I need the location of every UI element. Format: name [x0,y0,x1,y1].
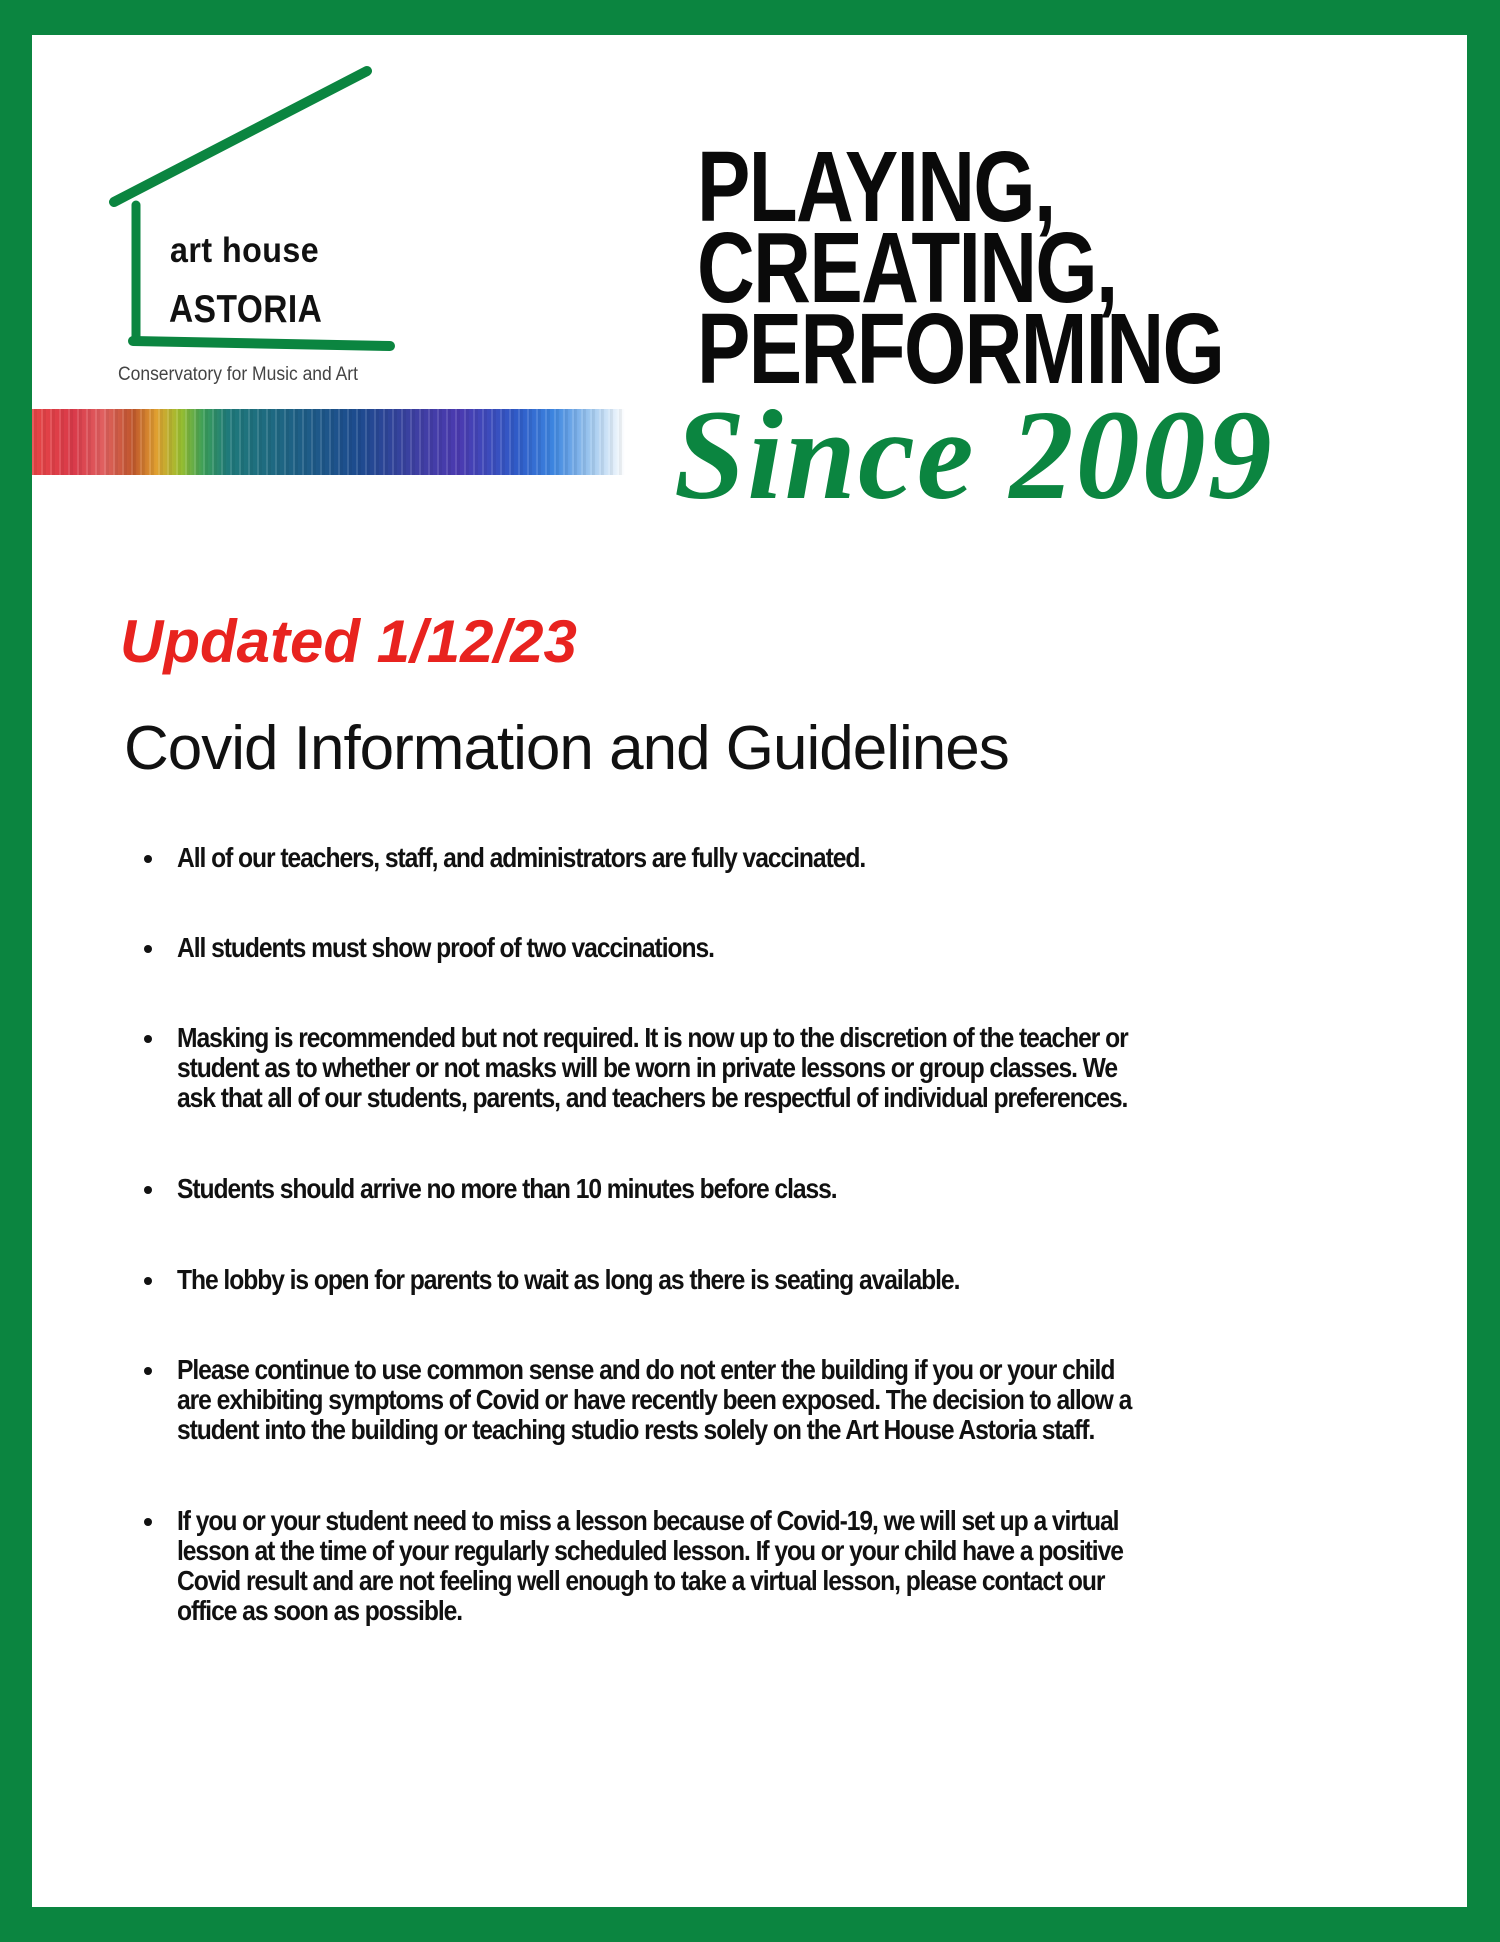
bullet-icon [144,1518,152,1526]
bullet-icon [144,1367,152,1375]
flyer-page [32,35,1467,1907]
list-item-text-line: are exhibiting symptoms of Covid or have recently been exposed. The decision to allow a [177,1384,1132,1415]
bullet-icon [144,1186,152,1194]
list-item-text-line: The lobby is open for parents to wait as long as there is seating available. [177,1264,960,1295]
bullet-icon [144,855,152,863]
list-item-text-line: student into the building or teaching studio rests solely on the Art House Astoria staff. [177,1414,1095,1445]
headline-line-2: CREATING, [697,212,1117,324]
headline-line-3: PERFORMING [697,293,1224,405]
logo-text-astoria: ASTORIA [169,288,323,331]
list-item [32,842,866,873]
page-title: Covid Information and Guidelines [124,714,1009,783]
bullet-icon [144,1035,152,1043]
list-item-text-line: If you or your student need to miss a lesson because of Covid-19, we will set up a virtual [177,1505,1119,1536]
rainbow-paint-band [32,409,625,475]
bullet-icon [144,945,152,953]
list-item [32,1173,837,1204]
since-2009-text: Since 2009 [674,384,1274,526]
list-item-text-line: Masking is recommended but not required. It is now up to the discretion of the teacher or [177,1022,1128,1053]
list-item-text-line: Covid result and are not feeling well enough to take a virtual lesson, please contact our [177,1565,1105,1596]
list-item-text-line: All of our teachers, staff, and administrators are fully vaccinated. [177,842,866,873]
list-item [32,932,714,963]
bullet-icon [144,1277,152,1285]
updated-date: Updated 1/12/23 [120,608,577,675]
list-item-text-line: ask that all of our students, parents, and teachers be respectful of individual preferences. [177,1082,1128,1113]
list-item [32,1264,960,1295]
list-item-text-line: lesson at the time of your regularly scheduled lesson. If you or your child have a positive [177,1535,1123,1566]
logo-text-art-house: art house [170,231,320,270]
house-logo-icon [32,35,632,375]
headline-line-1: PLAYING, [697,131,1055,243]
list-item [32,1354,1132,1445]
logo-subtitle: Conservatory for Music and Art [118,364,358,385]
list-item-text-line: office as soon as possible. [177,1595,463,1626]
list-item-text-line: All students must show proof of two vaccinations. [177,932,714,963]
list-item [32,1022,1128,1113]
list-item-text-line: Students should arrive no more than 10 minutes before class. [177,1173,837,1204]
list-item-text-line: Please continue to use common sense and do not enter the building if you or your child [177,1354,1115,1385]
list-item-text-line: student as to whether or not masks will be worn in private lessons or group classes. We [177,1052,1118,1083]
list-item [32,1505,1123,1626]
